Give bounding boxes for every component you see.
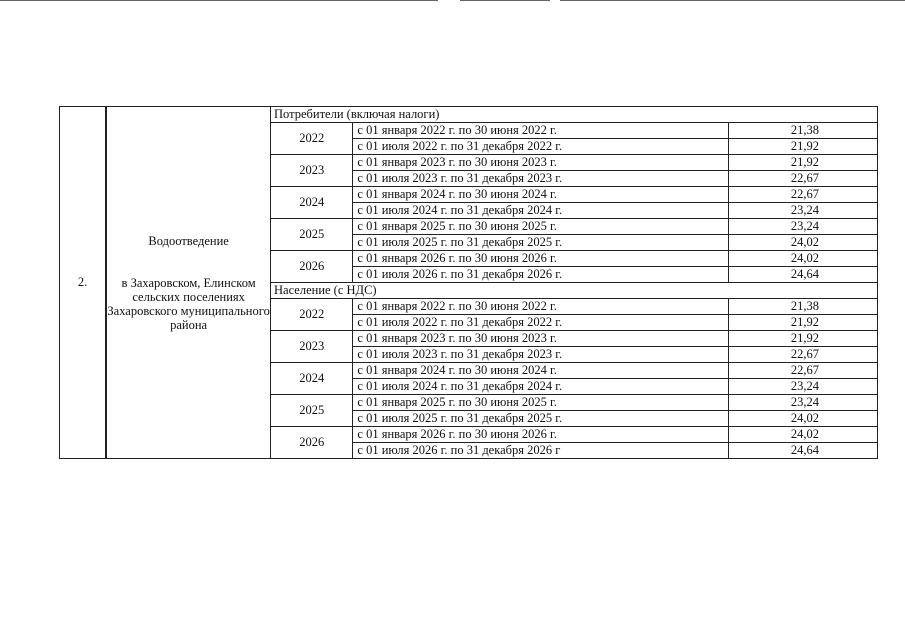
tariff-value-cell: 24,02	[729, 251, 878, 267]
top-border-line	[460, 0, 550, 1]
period-cell: с 01 июля 2022 г. по 31 декабря 2022 г.	[353, 139, 729, 155]
year-cell: 2025	[271, 219, 353, 251]
period-cell: с 01 июля 2025 г. по 31 декабря 2025 г.	[353, 235, 729, 251]
tariff-value-cell: 22,67	[729, 363, 878, 379]
period-cell: с 01 июля 2024 г. по 31 декабря 2024 г.	[353, 203, 729, 219]
tariff-value-cell: 22,67	[729, 347, 878, 363]
tariff-value-cell: 24,02	[729, 411, 878, 427]
period-cell: с 01 июля 2024 г. по 31 декабря 2024 г.	[353, 379, 729, 395]
service-title: Водоотведение	[148, 233, 229, 248]
group-header-row	[60, 107, 878, 123]
tariff-value-cell: 24,64	[729, 443, 878, 459]
year-cell: 2024	[271, 187, 353, 219]
tariff-value-cell: 23,24	[729, 395, 878, 411]
period-cell: с 01 января 2025 г. по 30 июня 2025 г.	[353, 219, 729, 235]
tariff-table	[59, 106, 878, 459]
period-cell: с 01 июля 2026 г. по 31 декабря 2026 г.	[353, 267, 729, 283]
tariff-value-cell: 21,38	[729, 299, 878, 315]
row-number: 2.	[60, 107, 106, 459]
group-label: Население (с НДС)	[271, 283, 878, 299]
tariff-value-cell: 21,92	[729, 155, 878, 171]
group-label: Потребители (включая налоги)	[271, 107, 878, 123]
year-cell: 2024	[271, 363, 353, 395]
period-cell: с 01 января 2024 г. по 30 июня 2024 г.	[353, 187, 729, 203]
period-cell: с 01 января 2024 г. по 30 июня 2024 г.	[353, 363, 729, 379]
service-region: в Захаровском, Елинском сельских поселениях Захаровского муниципального района	[107, 275, 270, 332]
tariff-value-cell: 22,67	[729, 171, 878, 187]
tariff-table-body	[60, 107, 878, 459]
period-cell: с 01 июля 2022 г. по 31 декабря 2022 г.	[353, 315, 729, 331]
year-cell: 2023	[271, 155, 353, 187]
tariff-value-cell: 24,02	[729, 235, 878, 251]
year-cell: 2026	[271, 251, 353, 283]
period-cell: с 01 июля 2025 г. по 31 декабря 2025 г.	[353, 411, 729, 427]
tariff-value-cell: 23,24	[729, 219, 878, 235]
tariff-value-cell: 21,92	[729, 331, 878, 347]
top-border-line	[560, 0, 905, 1]
year-cell: 2025	[271, 395, 353, 427]
service-description	[107, 107, 271, 459]
period-cell: с 01 июля 2026 г. по 31 декабря 2026 г	[353, 443, 729, 459]
year-cell: 2023	[271, 331, 353, 363]
period-cell: с 01 июля 2023 г. по 31 декабря 2023 г.	[353, 171, 729, 187]
period-cell: с 01 января 2026 г. по 30 июня 2026 г.	[353, 251, 729, 267]
tariff-value-cell: 24,02	[729, 427, 878, 443]
year-cell: 2022	[271, 299, 353, 331]
period-cell: с 01 января 2023 г. по 30 июня 2023 г.	[353, 155, 729, 171]
year-cell: 2026	[271, 427, 353, 459]
tariff-value-cell: 21,92	[729, 139, 878, 155]
tariff-value-cell: 21,92	[729, 315, 878, 331]
top-border-line	[0, 0, 438, 1]
period-cell: с 01 января 2026 г. по 30 июня 2026 г.	[353, 427, 729, 443]
tariff-value-cell: 23,24	[729, 379, 878, 395]
period-cell: с 01 января 2023 г. по 30 июня 2023 г.	[353, 331, 729, 347]
year-cell: 2022	[271, 123, 353, 155]
period-cell: с 01 июля 2023 г. по 31 декабря 2023 г.	[353, 347, 729, 363]
period-cell: с 01 января 2022 г. по 30 июня 2022 г.	[353, 299, 729, 315]
period-cell: с 01 января 2025 г. по 30 июня 2025 г.	[353, 395, 729, 411]
period-cell: с 01 января 2022 г. по 30 июня 2022 г.	[353, 123, 729, 139]
tariff-value-cell: 24,64	[729, 267, 878, 283]
tariff-value-cell: 23,24	[729, 203, 878, 219]
tariff-value-cell: 22,67	[729, 187, 878, 203]
tariff-value-cell: 21,38	[729, 123, 878, 139]
